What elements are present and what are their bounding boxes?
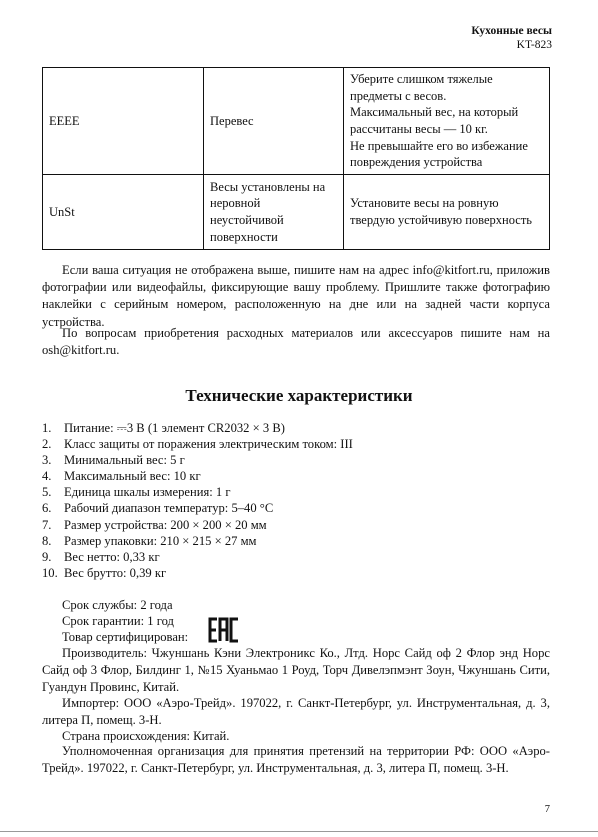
origin-paragraph: Страна происхождения: Китай.: [62, 729, 230, 743]
model-number: KT-823: [516, 39, 552, 51]
solution-cell: Уберите слишком тяжелые предметы с весов. Максимальный вес, на который рассчитаны весы — 10 кг. Не превышайте его во избежание повреждения устройства: [344, 68, 550, 175]
manufacturer-paragraph: Производитель: Чжуншань Кэни Электроникс Ко., Лтд. Норс Сайд оф 2 Флор энд Норс Сайд оф 3 Флор, Билдинг 1, №15 Хуаньмао 1 Роуд, Торч Дивелэпмэнт Зоун, Чжуншань Сити, Гуандун Провинс, Китай.: [42, 646, 550, 695]
list-item: 4. Максимальный вес: 10 кг: [42, 469, 201, 484]
list-item: 9. Вес нетто: 0,33 кг: [42, 549, 160, 564]
page-header: [471, 24, 552, 52]
bottom-rule: [0, 831, 598, 832]
product-name: Кухонные весы: [471, 25, 552, 37]
specs-list: [42, 420, 353, 581]
list-item: 5. Единица шкалы измерения: 1 г: [42, 485, 231, 500]
service-life: Срок службы: 2 года: [62, 598, 173, 612]
list-item: 6. Рабочий диапазон температур: 5–40 °C: [42, 501, 274, 516]
error-code-cell: UnSt: [43, 175, 204, 250]
certified-label: Товар сертифицирован:: [62, 630, 189, 644]
page-number: 7: [544, 804, 550, 815]
list-item: 2. Класс защиты от поражения электрическим током: III: [42, 437, 353, 452]
eac-mark-icon: [208, 617, 240, 643]
list-item: 1. Питание: ⎓3 В (1 элемент CR2032 × 3 В): [42, 421, 285, 435]
solution-cell: Установите весы на ровную твердую устойчивую поверхность: [344, 175, 550, 250]
list-item: 3. Минимальный вес: 5 г: [42, 453, 185, 468]
importer-paragraph: Импортер: ООО «Аэро-Трейд». 197022, г. Санкт-Петербург, ул. Инструментальная, д. 3, литера П, помещ. 3-Н.: [42, 696, 550, 728]
list-item: 7. Размер устройства: 200 × 200 × 20 мм: [42, 517, 267, 532]
section-title: Технические характеристики: [185, 386, 413, 405]
error-code-cell: EEEE: [43, 68, 204, 175]
authorized-paragraph: Уполномоченная организация для принятия претензий на территории РФ: ООО «Аэро-Трейд». 197022, г. Санкт-Петербург, ул. Инструментальная, д. 3, литера П, помещ. 3-Н.: [42, 744, 550, 776]
contact-paragraph: Если ваша ситуация не отображена выше, пишите нам на адрес info@kitfort.ru, приложив фотографии или видеофайлы, фиксирующие вашу проблему. Пришлите также фотографию наклейки с серийным номером, расположенную на дне или на задней части корпуса устройства.: [42, 263, 550, 329]
warranty: Срок гарантии: 1 год: [62, 614, 174, 628]
table-row: [43, 175, 550, 250]
accessories-paragraph: По вопросам приобретения расходных материалов или аксессуаров пишите нам на osh@kitfort.ru.: [42, 326, 550, 358]
list-item: 10. Вес брутто: 0,39 кг: [42, 565, 167, 580]
list-item: 8. Размер упаковки: 210 × 215 × 27 мм: [42, 533, 257, 548]
cause-cell: Перевес: [204, 68, 344, 175]
troubleshooting-table: [42, 67, 550, 250]
cause-cell: Весы установлены на неровной неустойчивой поверхности: [204, 175, 344, 250]
table-row: [43, 68, 550, 175]
